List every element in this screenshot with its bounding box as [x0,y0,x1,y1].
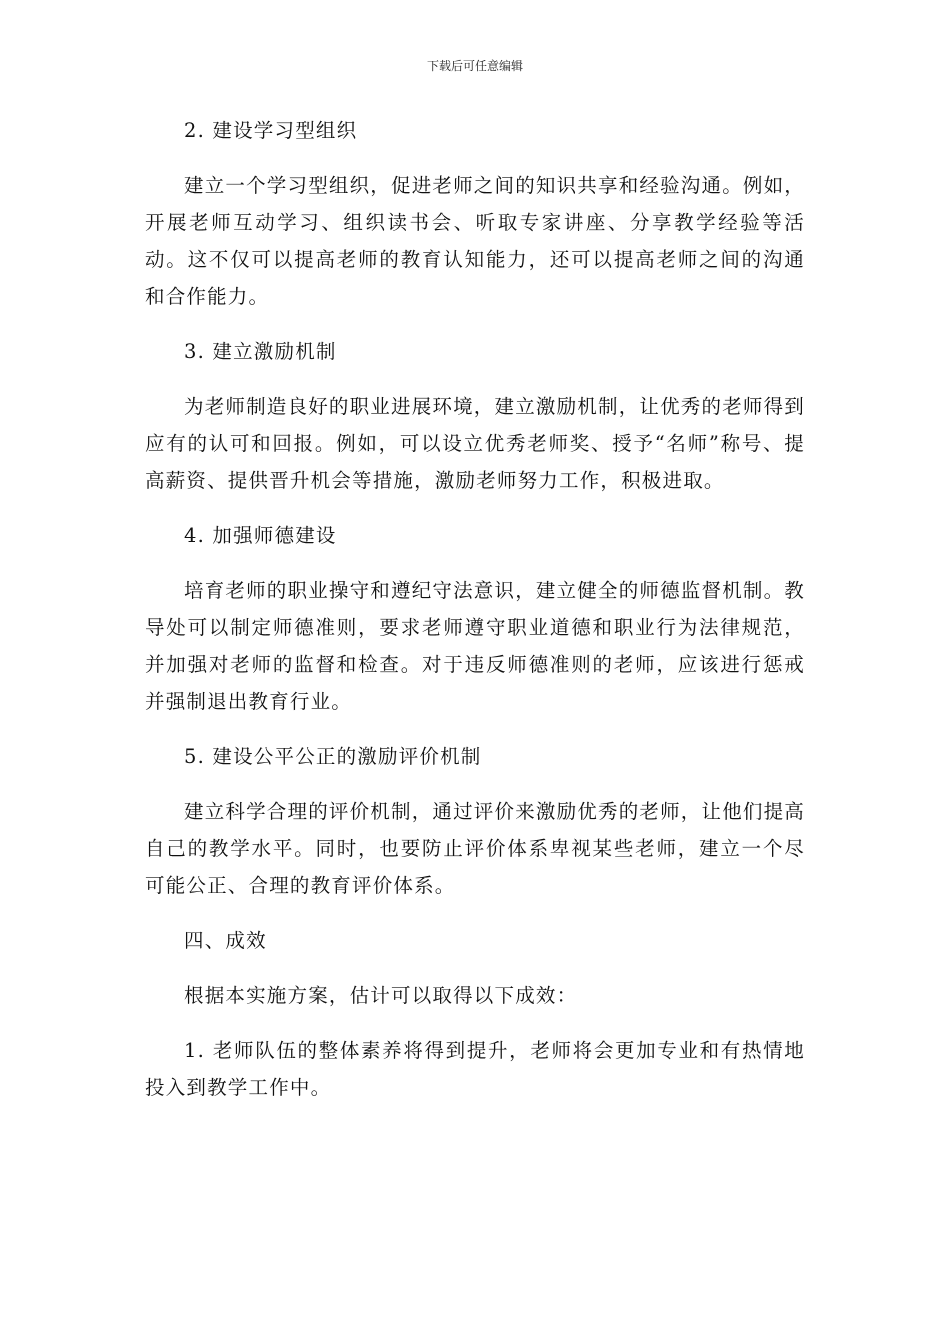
section-heading: 5. 建设公平公正的激励评价机制 [184,745,482,768]
body-paragraph: 建立科学合理的评价机制，通过评价来激励优秀的老师，让他们提高自己的教学水平。同时，也要防止评价体系卑视某些老师，建立一个尽可能公正、合理的教育评价体系。 [145,800,806,897]
body-paragraph: 培育老师的职业操守和遵纪守法意识，建立健全的师德监督机制。教导处可以制定师德准则，要求老师遵守职业道德和职业行为法律规范，并加强对老师的监督和检查。对于违反师德准则的老师，应该进行惩戒并强制退出教育行业。 [145,579,806,713]
page-header-note: 下载后可任意编辑 [426,59,523,73]
section-heading: 4. 加强师德建设 [184,524,337,547]
section-heading: 2. 建设学习型组织 [184,119,358,142]
section-heading: 四、成效 [184,929,267,952]
section-heading: 3. 建立激励机制 [184,340,337,363]
body-paragraph: 建立一个学习型组织，促进老师之间的知识共享和经验沟通。例如，开展老师互动学习、组织读书会、听取专家讲座、分享教学经验等活动。这不仅可以提高老师的教育认知能力，还可以提高老师之间的沟通和合作能力。 [145,174,806,308]
body-paragraph: 根据本实施方案，估计可以取得以下成效： [184,984,578,1007]
body-paragraph: 为老师制造良好的职业进展环境，建立激励机制，让优秀的老师得到应有的认可和回报。例如，可以设立优秀老师奖、授予“名师”称号、提高薪资、提供晋升机会等措施，激励老师努力工作，积极进取。 [145,395,806,492]
body-paragraph: 1. 老师队伍的整体素养将得到提升，老师将会更加专业和有热情地投入到教学工作中。 [145,1039,805,1099]
document-body [145,112,805,1106]
